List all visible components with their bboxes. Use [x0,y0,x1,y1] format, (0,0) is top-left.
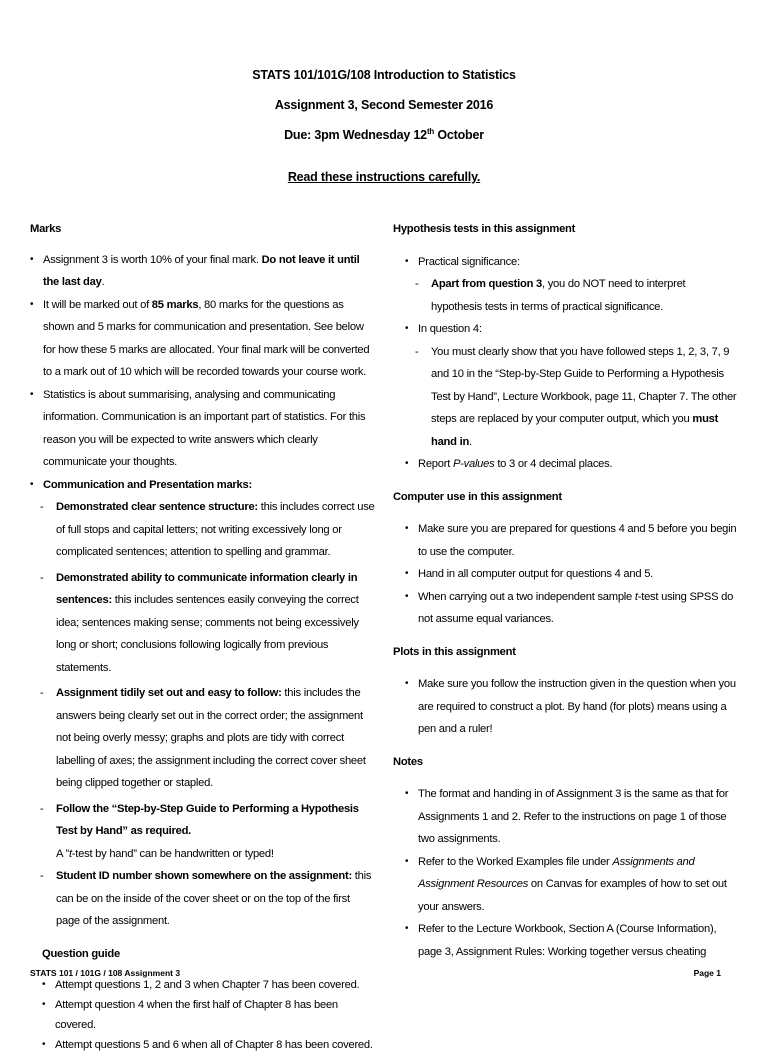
spacer [393,476,738,486]
hypothesis-item-3-italic: P-values [452,458,495,470]
computer-item-3 [393,586,738,631]
hypothesis-sub-2-bold: must hand in [431,413,719,448]
sub-2-text: this includes sentences easily conveying the correct idea; sentences making sense; comments not being excessively long or short; conclusions following logically from previous statements. [56,594,359,674]
spacer [393,741,738,751]
sub-3-bold: Assignment tidily set out and easy to follow: [56,687,282,699]
marks-item-2 [30,294,375,384]
footer-course: STATS 101 / 101G / 108 Assignment 3 [30,968,181,978]
hypothesis-item-3-post: to 3 or 4 decimal places. [494,458,613,470]
communication-sublist-2 [30,865,375,933]
marks-item-1-text: Assignment 3 is worth 10% of your final mark. [43,253,262,266]
hypothesis-sublist-2 [405,341,738,454]
hypothesis-sub-1-text: , you do NOT need to interpret hypothesis tests in terms of practical significance. [431,278,686,313]
computer-list [393,518,738,631]
footer-page-number: Page 1 [693,968,721,978]
hypothesis-item-2: • In question 4: [393,318,738,341]
notes-item-3: • Refer to the Lecture Workbook, Section A (Course Information), page 3, Assignment Rules: Working together versus cheating [393,918,738,963]
communication-sublist [30,496,375,843]
marks-item-1 [30,249,375,294]
sub-1-text: this includes correct use of full stops and capital letters; not writing excessively long or complicated sentences; attention to spelling and grammar. [56,501,375,558]
question-guide-item: • Attempt question 4 when the first half of Chapter 8 has been covered. [30,995,375,1035]
question-guide-heading: Question guide [42,947,120,960]
communication-sub-4 [30,798,375,843]
t-test-note [30,843,375,866]
notes-list [393,783,738,963]
due-date-superscript: th [426,127,435,136]
hypothesis-list-2 [393,318,738,341]
plots-list [393,673,738,741]
sub-1-bold: Demonstrated clear sentence structure: [56,501,258,513]
t-test-note-pre: A ” [56,847,69,860]
computer-item-3-pre: When carrying out a two independent sample [418,590,635,603]
plots-heading: Plots in this assignment [393,645,516,658]
spacer [30,933,375,943]
notes-item-2-post: on Canvas for examples of how to set out your answers. [418,878,727,913]
spacer [393,631,738,641]
communication-sub-5 [30,865,375,933]
plots-item-1: • Make sure you follow the instruction given in the question when you are required to construct a plot. By hand (for plots) means using a pen and a ruler! [393,673,738,741]
instructions-heading: Read these instructions carefully. [287,170,481,184]
marks-item-2-pre: It will be marked out of [43,298,152,311]
communication-sub-1 [30,496,375,564]
due-date [0,127,768,142]
notes-heading: Notes [393,755,423,768]
marks-list [30,249,375,497]
hypothesis-item-3-pre: Report [418,458,453,470]
communication-sub-2 [30,567,375,680]
hypothesis-sub-2-text: You must clearly show that you have followed steps 1, 2, 3, 7, 9 and 10 in the “Step-by-Step Guide to Performing a Hypothesis Test by Hand”, Lecture Workbook, page 11, Chapter 7. The other steps are replaced by your computer output, which you [431,345,737,425]
t-test-note-post: -test by hand” can be handwritten or typed! [71,847,274,860]
question-guide-list [30,975,375,1055]
due-date-prefix: Due: 3pm Wednesday 12 [284,128,427,143]
notes-item-1: • The format and handing in of Assignment 3 is the same as that for Assignments 1 and 2. Refer to the instructions on page 1 of those two assignments. [393,783,738,851]
hypothesis-sub-2 [405,341,738,454]
hypothesis-list-3 [393,453,738,476]
left-column [30,218,375,1055]
course-title: STATS 101/101G/108 Introduction to Statistics [252,68,516,82]
marks-item-4 [30,474,375,497]
notes-item-2 [393,851,738,919]
sub-5-text: this can be on the inside of the cover sheet or on the top of the first page of the assignment. [56,870,372,927]
hypothesis-sub-1-bold: Apart from question 3 [431,278,542,290]
assignment-title: Assignment 3, Second Semester 2016 [274,98,494,112]
sub-2-bold: Demonstrated ability to communicate information clearly in sentences: [56,571,358,606]
question-guide-item: • Attempt questions 1, 2 and 3 when Chapter 7 has been covered. [30,975,375,995]
sub-4-bold: Follow the “Step-by-Step Guide to Performing a Hypothesis Test by Hand” as required. [56,802,359,837]
hypothesis-item-3 [393,453,738,476]
notes-item-2-pre: Refer to the Worked Examples file under [418,855,613,868]
question-guide-item: • Attempt questions 5 and 6 when all of Chapter 8 has been covered. [30,1035,375,1055]
computer-heading: Computer use in this assignment [393,490,562,503]
hypothesis-sublist-1 [405,273,738,318]
hypothesis-item-1: • Practical significance: [393,251,738,274]
computer-item-1: • Make sure you are prepared for questions 4 and 5 before you begin to use the computer. [393,518,738,563]
hypothesis-list [393,251,738,274]
computer-item-3-italic: t [634,590,638,603]
communication-sub-3 [30,682,375,795]
sub-3-text: this includes the answers being clearly set out in the correct order; the assignment not being overly messy; graphs and plots are tidy with correct labelling of axes; the assignment including the correct cover sheet being clipped together or stapled. [56,687,366,789]
hypothesis-heading: Hypothesis tests in this assignment [393,223,576,235]
computer-item-3-post: -test using SPSS do not assume equal variances. [418,590,734,625]
marks-item-2-bold: 85 marks [151,298,199,311]
notes-item-2-italic: Assignments and Assignment Resources [418,855,695,890]
marks-heading: Marks [30,223,62,235]
marks-item-2-post: , 80 marks for the questions as shown and 5 marks for communication and presentation. See below for how these 5 marks are allocated. Your final mark will be converted to a mark out of 10 which will be recorded towards your course work. [43,298,370,378]
right-column [393,218,738,963]
t-test-note-italic: t [68,847,72,860]
hypothesis-sub-1 [405,273,738,318]
communication-heading: Communication and Presentation marks: [43,478,252,491]
computer-item-2: • Hand in all computer output for questions 4 and 5. [393,563,738,586]
hypothesis-sub-2-end: . [469,435,472,448]
sub-5-bold: Student ID number shown somewhere on the assignment: [56,870,352,882]
marks-item-1-end: . [101,276,105,288]
marks-item-1-bold: Do not leave it until the last day [43,253,360,288]
due-date-suffix: October [434,128,484,143]
marks-item-3: • Statistics is about summarising, analysing and communicating information. Communication is an important part of statistics. For this reason you will be expected to write answers which clearly communicate your thoughts. [30,384,375,474]
